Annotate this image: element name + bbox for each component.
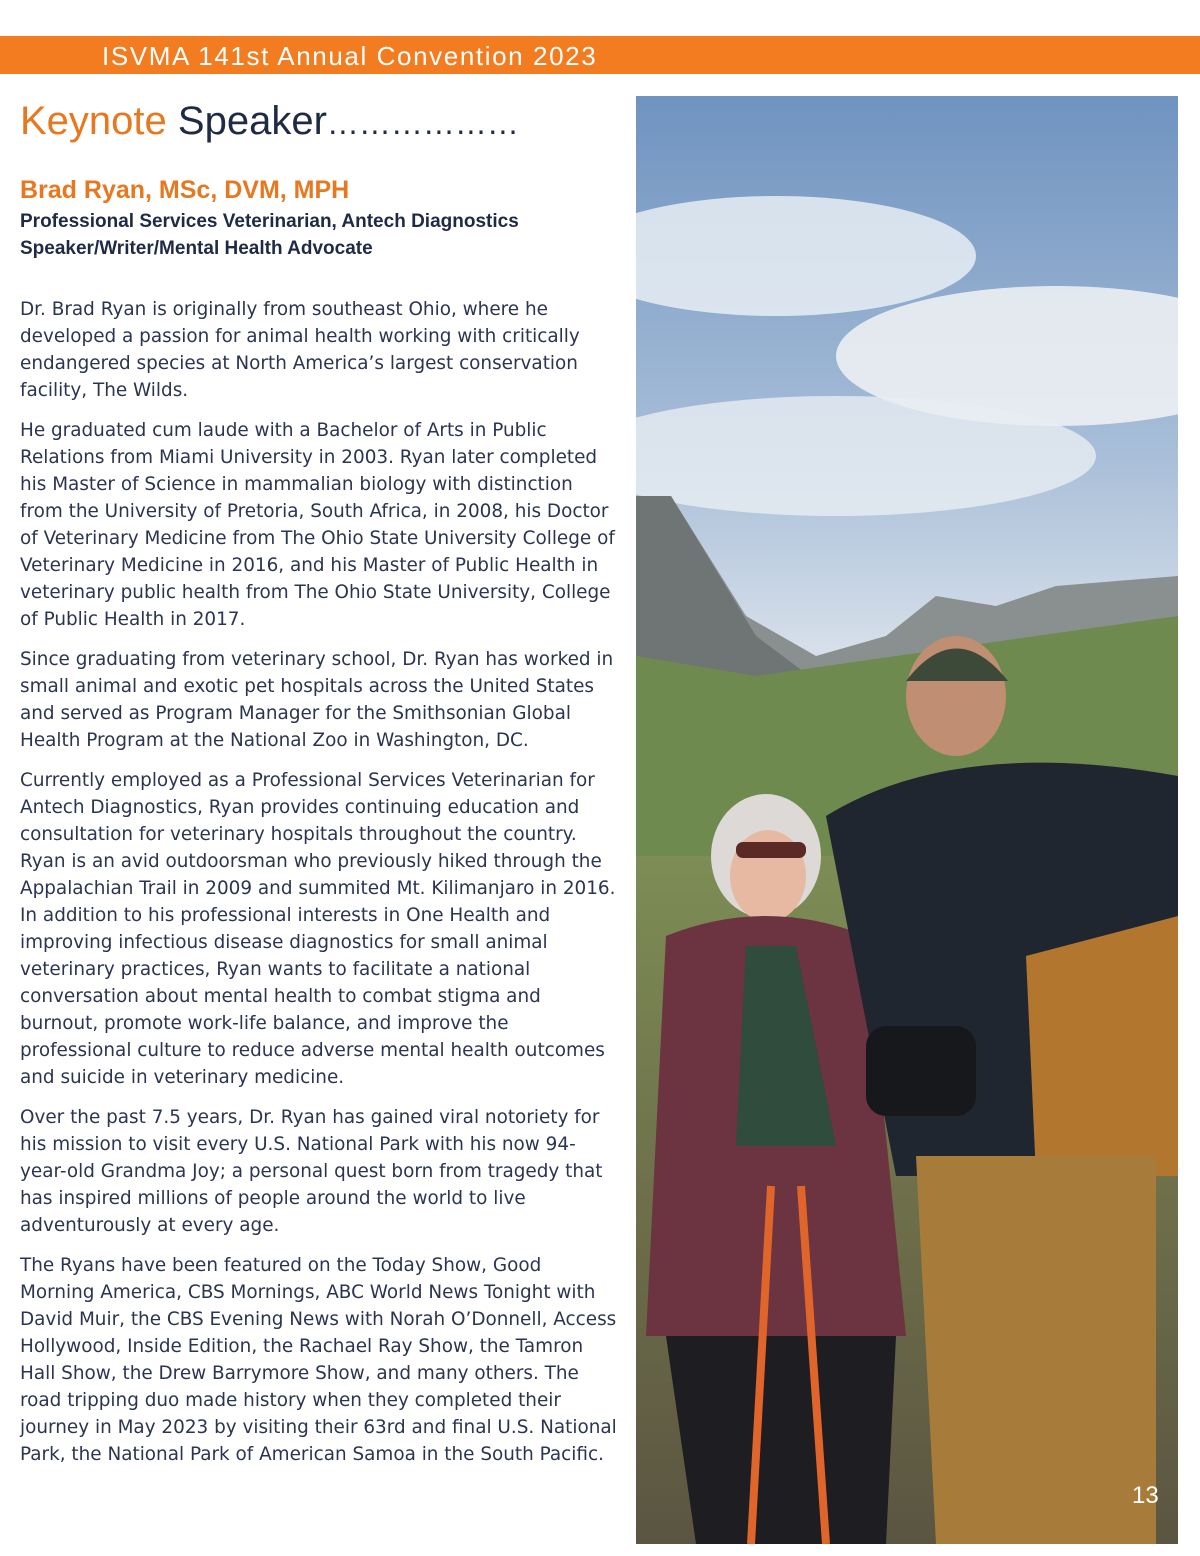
heading-keynote: Keynote bbox=[20, 99, 167, 143]
speaker-roles: Speaker/Writer/Mental Health Advocate bbox=[20, 238, 373, 259]
speaker-name: Brad Ryan, MSc, DVM, MPH bbox=[20, 176, 350, 204]
heading-dots: ……………… bbox=[326, 105, 519, 141]
bio-paragraph: Over the past 7.5 years, Dr. Ryan has gained viral notoriety for his mission to visit every U.S. National Park with his now 94-year-old Grandma Joy; a personal quest born from tragedy that has inspired millions of people around the world to live adventurously at every age. bbox=[20, 1107, 603, 1236]
bio-paragraph: Currently employed as a Professional Services Veterinarian for Antech Diagnostics, Ryan provides continuing education and consultation for veterinary hospitals throughout the country. Ryan is an avid outdoorsman who previously hiked through the Appalachian Trail in 2009 and summited Mt. Kilimanjaro in 2016. In addition to his professional interests in One Health and improving infectious disease diagnostics for small animal veterinary practices, Ryan wants to facilitate a national conversation about mental health to combat stigma and burnout, promote work-life balance, and improve the professional culture to reduce adverse mental health outcomes and suicide in veterinary medicine. bbox=[20, 770, 616, 1088]
bio-paragraph: The Ryans have been featured on the Today Show, Good Morning America, CBS Mornings, ABC World News Tonight with David Muir, the CBS Evening News with Norah O’Donnell, Access Hollywood, Inside Edition, the Rachael Ray Show, the Tamron Hall Show, the Drew Barrymore Show, and many others. The road tripping duo made history when they completed their journey in May 2023 by visiting their 63rd and final U.S. National Park, the National Park of American Samoa in the South Pacific. bbox=[20, 1255, 617, 1465]
speaker-title: Professional Services Veterinarian, Antech Diagnostics bbox=[20, 211, 519, 232]
page-number: 13 bbox=[1132, 1482, 1159, 1509]
heading-speaker: Speaker bbox=[177, 99, 327, 143]
section-heading bbox=[20, 98, 519, 146]
bio-paragraph: Since graduating from veterinary school, Dr. Ryan has worked in small animal and exotic pet hospitals across the United States and served as Program Manager for the Smithsonian Global Health Program at the National Zoo in Washington, DC. bbox=[20, 649, 614, 751]
header-banner bbox=[0, 36, 1200, 74]
banner-title: ISVMA 141st Annual Convention 2023 bbox=[102, 41, 598, 71]
bio-paragraph: He graduated cum laude with a Bachelor of Arts in Public Relations from Miami University in 2003. Ryan later completed his Master of Science in mammalian biology with distinction from the University of Pretoria, South Africa, in 2008, his Doctor of Veterinary Medicine from The Ohio State University College of Veterinary Medicine in 2016, and his Master of Public Health in veterinary public health from The Ohio State University, College of Public Health in 2017. bbox=[20, 420, 615, 630]
speaker-bio bbox=[20, 296, 620, 1481]
bio-paragraph: Dr. Brad Ryan is originally from southeast Ohio, where he developed a passion for animal health working with critically endangered species at North America’s largest conservation facility, The Wilds. bbox=[20, 299, 580, 401]
speaker-photo bbox=[636, 96, 1178, 1544]
